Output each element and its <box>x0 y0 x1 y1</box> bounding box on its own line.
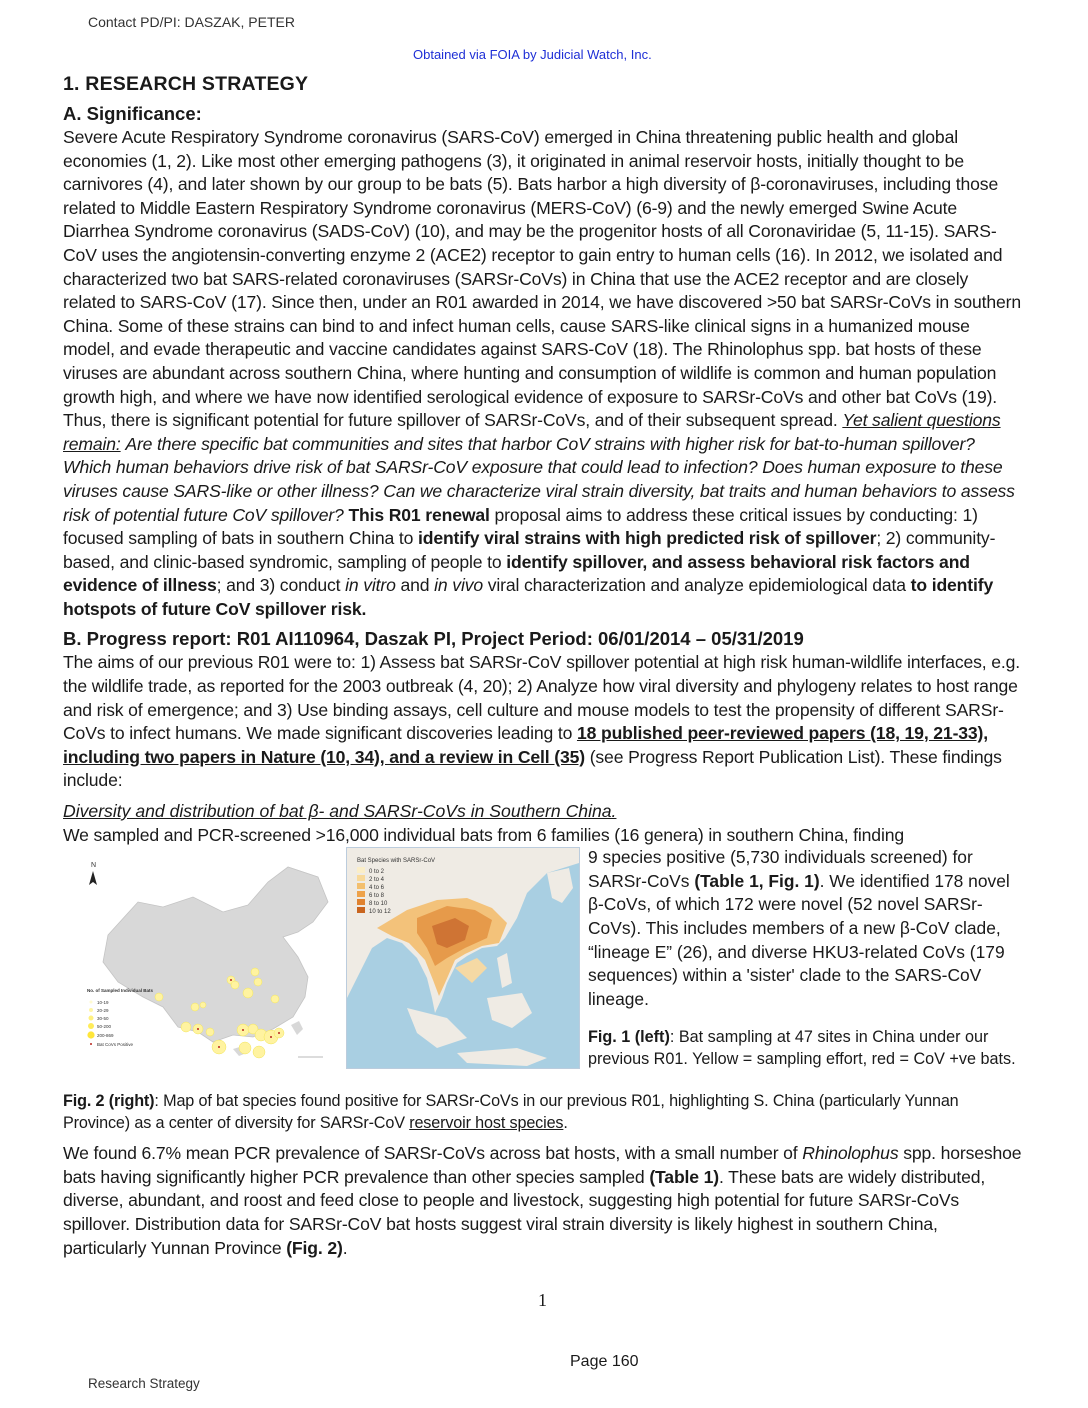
svg-text:10 to 12: 10 to 12 <box>369 909 391 916</box>
aim1-bold: identify viral strains with high predicted risk of spillover <box>417 528 877 549</box>
page-title: 1. RESEARCH STRATEGY <box>63 73 309 95</box>
figure-2-caption: Fig. 2 (right): Map of bat species found positive for SARSr-CoVs in our previous R01, highlighting S. China (particularly Yunnan Province) as a center of diversity for SARSr-CoV reservoir host species. <box>63 1092 959 1132</box>
papers-summary: 18 published peer-reviewed papers (18, 19, 21-33), including two papers in Nature (10, 34), and a review in Cell (35) <box>63 723 988 767</box>
significance-paragraph <box>63 126 1023 621</box>
svg-text:8 to 10: 8 to 10 <box>369 901 388 908</box>
prevalence-end: . <box>342 1237 348 1258</box>
in-vitro: in vitro <box>345 575 396 596</box>
renewal-bold: This R01 renewal <box>348 504 490 525</box>
page-number: 1 <box>538 1290 547 1310</box>
rhinolophus-term: Rhinolophus <box>802 1143 899 1164</box>
svg-text:10-19: 10-19 <box>97 1000 109 1006</box>
progress-tail: (see Progress Report Publication List). These findings include: <box>63 746 1002 791</box>
significance-text: Severe Acute Respiratory Syndrome coronavirus (SARS-CoV) emerged in China threatening public health and global economies (1, 2). Like most other emerging pathogens (3), it originated in animal reservoir hosts, initially thought to be carnivores (4), and later shown by our group to be bats (5). Bats harbor a high diversity of β-coronaviruses, including those related to Middle Eastern Respiratory Syndrome coronavirus (MERS-CoV) (6-9) and the newly emerged Swine Acute Diarrhea Syndrome coronavirus (SADS-CoV) (10), and may be the progenitor hosts of all Coronaviridae (5, 11-15). SARS-CoV uses the angiotensin-converting enzyme 2 (ACE2) receptor to gain entry to human cells (16). In 2012, we isolated and characterized two bat SARS-related coronaviruses (SARSr-CoVs) in China that use the ACE2 receptor and are closely related to SARS-CoV (17). Since then, under an R01 awarded in 2014, we have discovered >50 bat SARSr-CoVs in southern China. Some of these strains can bind to and infect human cells, cause SARS-like clinical signs in a humanized mouse model, and evade therapeutic and vaccine candidates against SARS-CoV (18). The Rhinolophus spp. bat hosts of these viruses are abundant across southern China, where hunting and consumption of wildlife is common and human population growth high, and where we have now identified serological evidence of exposure to SARSr-CoVs and other bat CoVs (19). Thus, there is significant potential for future spillover of SARSr-CoVs, and of their subsequent spread. <box>63 127 1021 431</box>
svg-text:50-200: 50-200 <box>97 1024 112 1030</box>
page-label: Page 160 <box>570 1353 639 1370</box>
table-fig-ref: (Table 1, Fig. 1) <box>694 870 820 891</box>
svg-text:4 to 6: 4 to 6 <box>369 885 385 892</box>
diversity-subheading: Diversity and distribution of bat β- and SARSr-CoVs in Southern China. <box>63 801 617 822</box>
svg-text:20-29: 20-29 <box>97 1008 109 1014</box>
prevalence-text-b: spp. horseshoe bats having significantly higher PCR prevalence than other species sampled <box>63 1143 1022 1187</box>
aim3-bold: to identify hotspots of future CoV spillover risk. <box>63 575 994 619</box>
aim3-prefix: ; and 3) conduct <box>216 575 341 596</box>
fig1-caption-text: : Bat sampling at 47 sites in China under our previous R01. Yellow = sampling effort, red = CoV +ve bats. <box>588 1028 1016 1068</box>
svg-text:Bat Species with SARSr-CoV: Bat Species with SARSr-CoV <box>357 858 436 865</box>
prevalence-text-a: We found 6.7% mean PCR prevalence of SARSr-CoVs across bat hosts, with a small number of <box>63 1143 798 1164</box>
fig-2-ref: (Fig. 2) <box>286 1237 343 1258</box>
figures-block <box>63 847 1023 1068</box>
svg-text:No. of Sampled Individual Bats: No. of Sampled Individual Bats <box>87 988 154 994</box>
figure-2-bat-species-map <box>346 847 580 1069</box>
fig2-caption-text: : Map of bat species found positive for SARSr-CoVs in our previous R01, highlighting S. China (particularly Yunnan Province) as a center of diversity for SARSr-CoV <box>63 1092 959 1132</box>
figure-1-china-sampling-map <box>83 857 338 1067</box>
salient-label: Yet salient questions remain: <box>63 410 1001 454</box>
north-arrow-icon <box>89 862 97 885</box>
table-1-ref: (Table 1) <box>649 1166 719 1187</box>
section-a-heading: A. Significance: <box>63 103 202 124</box>
aim2-bold: identify spillover, and assess behavioral risk factors and evidence of illness <box>63 551 970 596</box>
prevalence-text-c: . These bats are widely distributed, diverse, abundant, and roost and feed close to people and livestock, suggesting high potential for future SARSr-CoVs spillover. Distribution data for SARSr-CoV bat hosts suggest viral strain diversity is likely highest in southern China, particularly Yunnan Province <box>63 1166 986 1258</box>
svg-text:Bat CoVs Positive: Bat CoVs Positive <box>97 1042 134 1048</box>
renewal-text: proposal aims to address these critical issues by conducting: 1) focused sampling of bats in southern China to <box>63 504 978 549</box>
progress-paragraph <box>63 651 1023 793</box>
and-word: and <box>400 575 430 596</box>
species-findings-tail: . We identified 178 novel β-CoVs, of which 172 were novel (52 novel SARSr-CoVs). This includes members of a new β-CoV clade, “lineage E” (26), and diverse HKU3-related CoVs (179 sequences) within a 'sister' clade to the SARS-CoV lineage. <box>588 870 1010 1009</box>
svg-text:30-50: 30-50 <box>97 1016 109 1022</box>
species-positive-text: 9 species positive (5,730 individuals screened) for SARSr-CoVs <box>588 847 973 891</box>
reservoir-host-link: reservoir host species <box>409 1113 564 1132</box>
aim2-prefix: ; 2) community-based, and clinic-based syndromic, sampling of people to <box>63 528 996 572</box>
section-footer: Research Strategy <box>88 1376 200 1391</box>
species-findings-text <box>588 846 1028 1011</box>
section-b-heading: B. Progress report: R01 AI110964, Daszak PI, Project Period: 06/01/2014 – 05/31/2019 <box>63 628 804 650</box>
document-page <box>63 72 1023 1260</box>
sampling-lead: We sampled and PCR-screened >16,000 individual bats from 6 families (16 genera) in southern China, finding <box>63 824 904 845</box>
research-questions: Are there specific bat communities and sites that harbor CoV strains with higher risk for bat-to-human spillover? Which human behaviors drive risk of bat SARSr-CoV exposure that could lead to infection? Does human exposure to these viruses cause SARS-like or other illness? Can we characterize viral strain diversity, bat traits and human behaviors to assess risk of potential future CoV spillover? <box>63 433 1015 525</box>
svg-text:6 to 8: 6 to 8 <box>369 893 385 900</box>
aim3-text: viral characterization and analyze epidemiological data <box>487 575 906 596</box>
contact-header: Contact PD/PI: DASZAK, PETER <box>88 14 295 30</box>
fig2-label: Fig. 2 (right) <box>63 1092 155 1111</box>
in-vivo: in vivo <box>434 575 483 596</box>
svg-text:N: N <box>91 862 97 870</box>
figure-1-caption <box>588 1027 1028 1070</box>
prevalence-paragraph <box>63 1142 1023 1260</box>
svg-text:0 to 2: 0 to 2 <box>369 869 385 876</box>
progress-text: The aims of our previous R01 were to: 1) Assess bat SARSr-CoV spillover potential at high risk human-wildlife interfaces, e.g. the wildlife trade, as reported for the 2003 outbreak (4, 20); 2) Analyze how viral diversity and phylogeny relates to host range and risk of emergence; and 3) Use binding assays, cell culture and mouse models to test the propensity of different SARSr-CoVs to infect humans. We made significant discoveries leading to <box>63 652 1021 744</box>
foia-notice: Obtained via FOIA by Judicial Watch, Inc. <box>413 47 652 62</box>
fig1-label: Fig. 1 (left) <box>588 1028 670 1047</box>
svg-text:200-869: 200-869 <box>97 1033 114 1039</box>
svg-text:2 to 4: 2 to 4 <box>369 877 385 884</box>
